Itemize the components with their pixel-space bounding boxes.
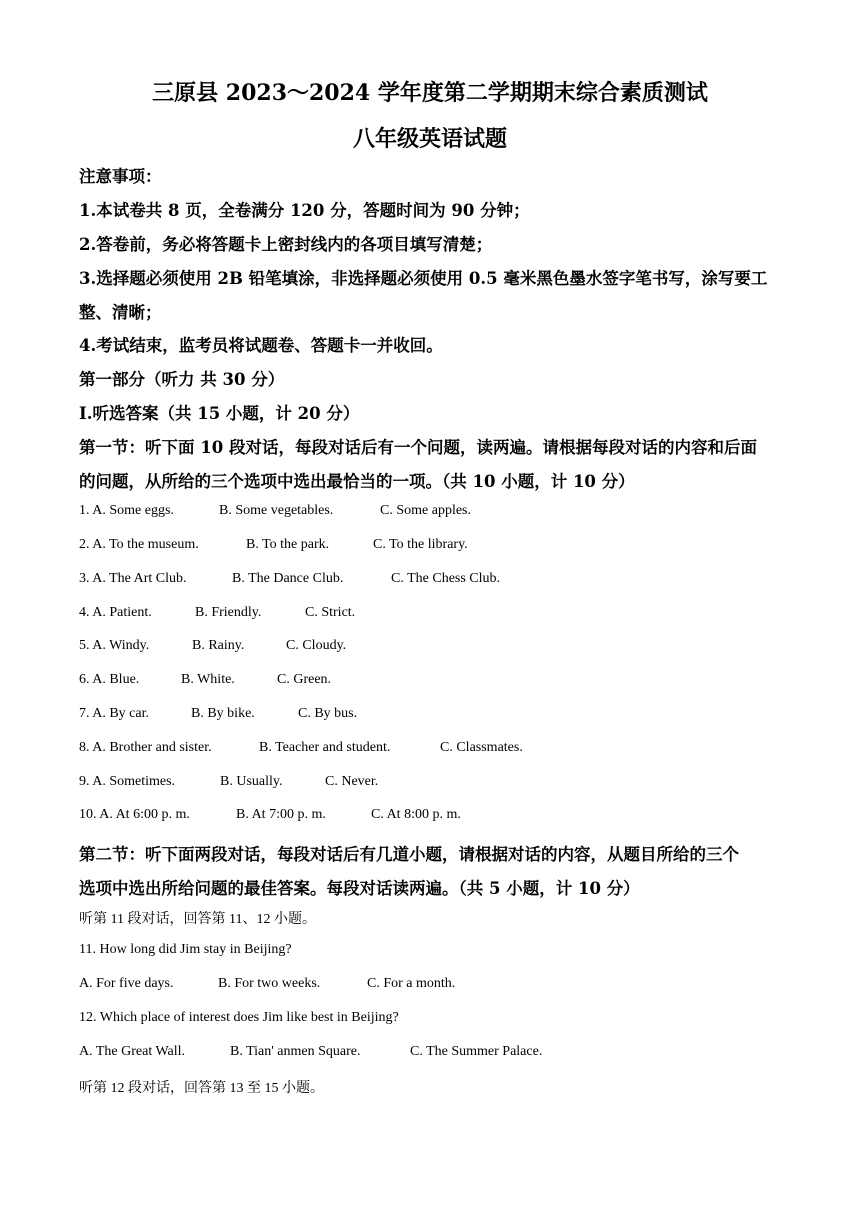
option-c: C. By bus. <box>298 706 358 721</box>
option-b: B. To the park. <box>246 537 330 552</box>
option-c: C. The Chess Club. <box>391 571 501 586</box>
option-b: B. Teacher and student. <box>259 740 391 755</box>
option-c: C. For a month. <box>367 976 456 991</box>
question-row <box>79 807 461 823</box>
note-1: 1.本试卷共 8 页，全卷满分 120 分，答题时间为 90 分钟； <box>79 201 530 220</box>
question-row <box>79 605 355 621</box>
question-row <box>79 774 378 790</box>
option-c: C. Cloudy. <box>286 638 347 653</box>
option-a: A. For five days. <box>79 976 174 991</box>
question-row <box>79 672 331 688</box>
option-b: B. The Dance Club. <box>232 571 344 586</box>
section-heading: Ⅰ.听选答案（共 15 小题，计 20 分） <box>79 404 360 423</box>
note-3: 3.选择题必须使用 2B 铅笔填涂，非选择题必须使用 0.5 毫米黑色墨水签字笔书写，涂写要工 <box>79 269 768 288</box>
option-b: B. Usually. <box>220 774 283 789</box>
option-a: 8. A. Brother and sister. <box>79 740 212 755</box>
option-c: C. At 8:00 p. m. <box>371 807 461 822</box>
option-b: B. By bike. <box>191 706 255 721</box>
option-c: C. Some apples. <box>380 503 471 518</box>
dialog-12-prompt: 听第 12 段对话，回答第 13 至 15 小题。 <box>79 1081 324 1096</box>
section2-instructions: 第二节：听下面两段对话，每段对话后有几道小题，请根据对话的内容，从题目所给的三个 <box>79 845 739 864</box>
option-a: 7. A. By car. <box>79 706 149 721</box>
option-b: B. Friendly. <box>195 605 262 620</box>
note-3-cont: 整、清晰； <box>79 303 162 322</box>
option-b: B. At 7:00 p. m. <box>236 807 326 822</box>
question-11: 11. How long did Jim stay in Beijing? <box>79 942 292 957</box>
question-row <box>79 740 523 756</box>
section2-instructions-cont: 选项中选出所给问题的最佳答案。每段对话读两遍。（共 5 小题，计 10 分） <box>79 879 640 898</box>
option-a: 5. A. Windy. <box>79 638 150 653</box>
option-c: C. The Summer Palace. <box>410 1044 543 1059</box>
option-a: 3. A. The Art Club. <box>79 571 187 586</box>
option-a: 10. A. At 6:00 p. m. <box>79 807 190 822</box>
option-b: B. Some vegetables. <box>219 503 334 518</box>
section1-instructions-cont: 的问题，从所给的三个选项中选出最恰当的一项。（共 10 小题，计 10 分） <box>79 472 635 491</box>
note-4: 4.考试结束，监考员将试题卷、答题卡一并收回。 <box>79 336 443 355</box>
question-row <box>79 976 455 992</box>
exam-subtitle: 八年级英语试题 <box>352 126 507 152</box>
question-row <box>79 571 500 587</box>
notes-heading: 注意事项： <box>79 167 162 186</box>
option-c: C. Classmates. <box>440 740 523 755</box>
option-c: C. Green. <box>277 672 332 687</box>
option-a: A. The Great Wall. <box>79 1044 186 1059</box>
dialog-11-prompt: 听第 11 段对话，回答第 11、12 小题。 <box>79 912 316 927</box>
option-a: 1. A. Some eggs. <box>79 503 174 518</box>
option-c: C. Strict. <box>305 605 356 620</box>
option-c: C. To the library. <box>373 537 468 552</box>
note-2: 2.答卷前，务必将答题卡上密封线内的各项目填写清楚； <box>79 235 493 254</box>
option-b: B. Tian' anmen Square. <box>230 1044 361 1059</box>
option-a: 6. A. Blue. <box>79 672 140 687</box>
option-c: C. Never. <box>325 774 379 789</box>
option-b: B. Rainy. <box>192 638 245 653</box>
option-a: 2. A. To the museum. <box>79 537 199 552</box>
question-12: 12. Which place of interest does Jim like best in Beijing? <box>79 1010 399 1025</box>
question-row <box>79 1044 542 1060</box>
question-row <box>79 706 357 722</box>
question-row <box>79 537 468 553</box>
option-a: 4. A. Patient. <box>79 605 152 620</box>
question-row <box>79 503 471 519</box>
option-a: 9. A. Sometimes. <box>79 774 176 789</box>
section1-instructions: 第一节：听下面 10 段对话，每段对话后有一个问题，读两遍。请根据每段对话的内容和后面 <box>79 438 757 457</box>
exam-title: 三原县 2023～2024 学年度第二学期期末综合素质测试 <box>152 80 708 106</box>
option-b: B. White. <box>181 672 235 687</box>
question-row <box>79 638 346 654</box>
option-b: B. For two weeks. <box>218 976 321 991</box>
part1-heading: 第一部分（听力 共 30 分） <box>79 370 285 389</box>
